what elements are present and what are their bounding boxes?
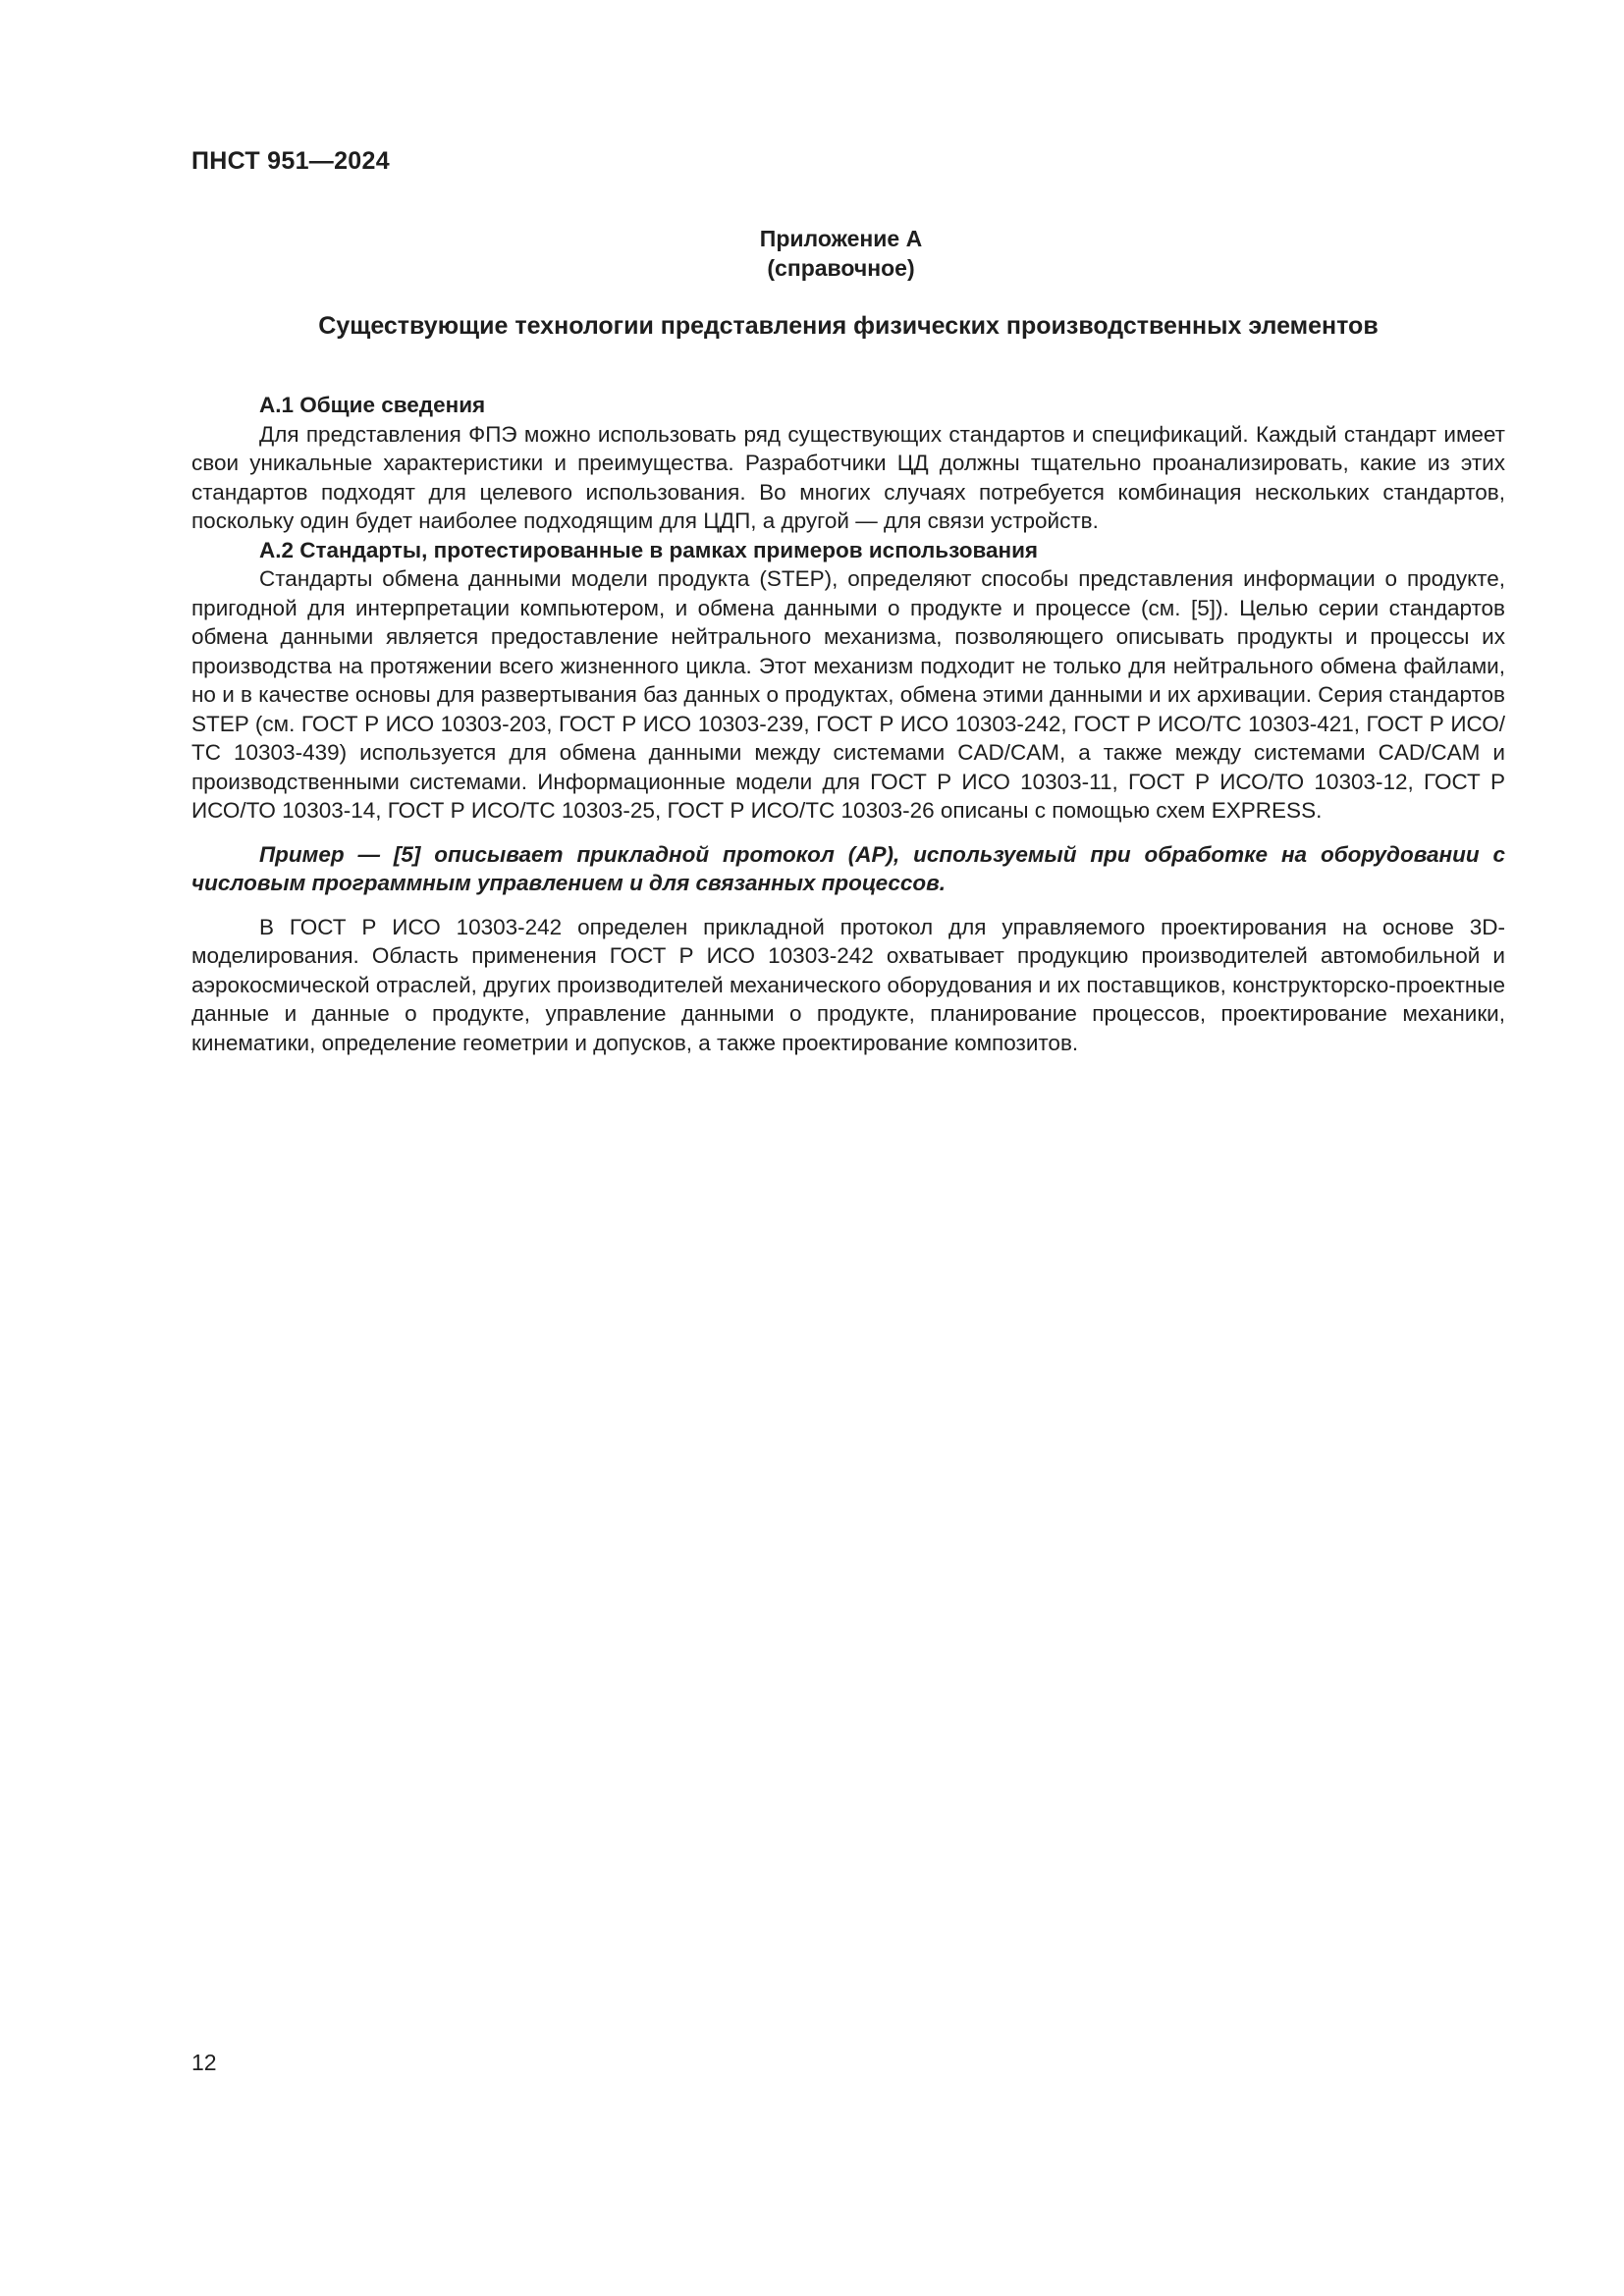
annex-title-block xyxy=(0,224,1624,283)
example-note: Пример — [5] описывает прикладной протокол (АР), используемый при обработке на оборудовании с числовым программным управлением и для связанных процессов. xyxy=(191,841,1505,895)
annex-type: (справочное) xyxy=(767,255,915,281)
annex-title: Приложение А xyxy=(759,226,923,251)
document-code: ПНСТ 951—2024 xyxy=(191,147,390,175)
section-a2-paragraph-2: В ГОСТ Р ИСО 10303-242 определен прикладной протокол для управляемого проектирования на основе 3D-моделирования. Область применения ГОСТ Р ИСО 10303-242 охватывает продукцию производителей автомобильной и аэрокосмической отраслей, других производителей механического оборудования и их поставщиков, конструкторско-проектные данные и данные о продукте, управление данными о продукте, планирование процессов, проектирование механики, кинематики, определение геометрии и допусков, а также проектирование композитов. xyxy=(191,914,1505,1055)
section-a2-title: А.2 Стандарты, протестированные в рамках примеров использования xyxy=(259,537,1039,562)
section-a1-paragraph: Для представления ФПЭ можно использовать ряд существующих стандартов и спецификаций. Каждый стандарт имеет свои уникальные характеристики и преимущества. Разработчики ЦД должны тщательно проанализировать, какие из этих стандартов подходят для целевого использования. Во многих случаях потребуется комбинация нескольких стандартов, поскольку один будет наиболее подходящим для ЦДП, а другой — для связи устройств. xyxy=(191,421,1505,533)
page-number: 12 xyxy=(191,2050,217,2075)
annex-heading: Существующие технологии представления физических производственных элементов xyxy=(318,312,1379,340)
section-a2-paragraph-1: Стандарты обмена данными модели продукта (STEP), определяют способы представления информации о продукте, пригодной для интерпретации компьютером, и обмена данными о продукте и процессе (см. [5]). Целью серии стандартов обмена данными является предоставление нейтрального механизма, позволяющего описывать продукты и процессы их производства на протяжении всего жизненного цикла. Этот механизм подходит не только для нейтрального обмена файлами, но и в качестве основы для развертывания баз данных о продуктах, обмена этими данными и их архивации. Серия стандартов STEP (см. ГОСТ Р ИСО 10303-203, ГОСТ Р ИСО 10303-239, ГОСТ Р ИСО 10303-242, ГОСТ Р ИСО/ТС 10303-421, ГОСТ Р ИСО/ТС 10303-439) используется для обмена данными между системами CAD/CAM, а также между системами CAD/CAM и производственными системами. Информационные модели для ГОСТ Р ИСО 10303-11, ГОСТ Р ИСО/ТО 10303-12, ГОСТ Р ИСО/ТО 10303-14, ГОСТ Р ИСО/ТС 10303-25, ГОСТ Р ИСО/ТС 10303-26 описаны с помощью схем EXPRESS. xyxy=(191,566,1505,823)
document-body xyxy=(191,391,1505,1057)
section-a1-title: А.1 Общие сведения xyxy=(259,393,486,417)
